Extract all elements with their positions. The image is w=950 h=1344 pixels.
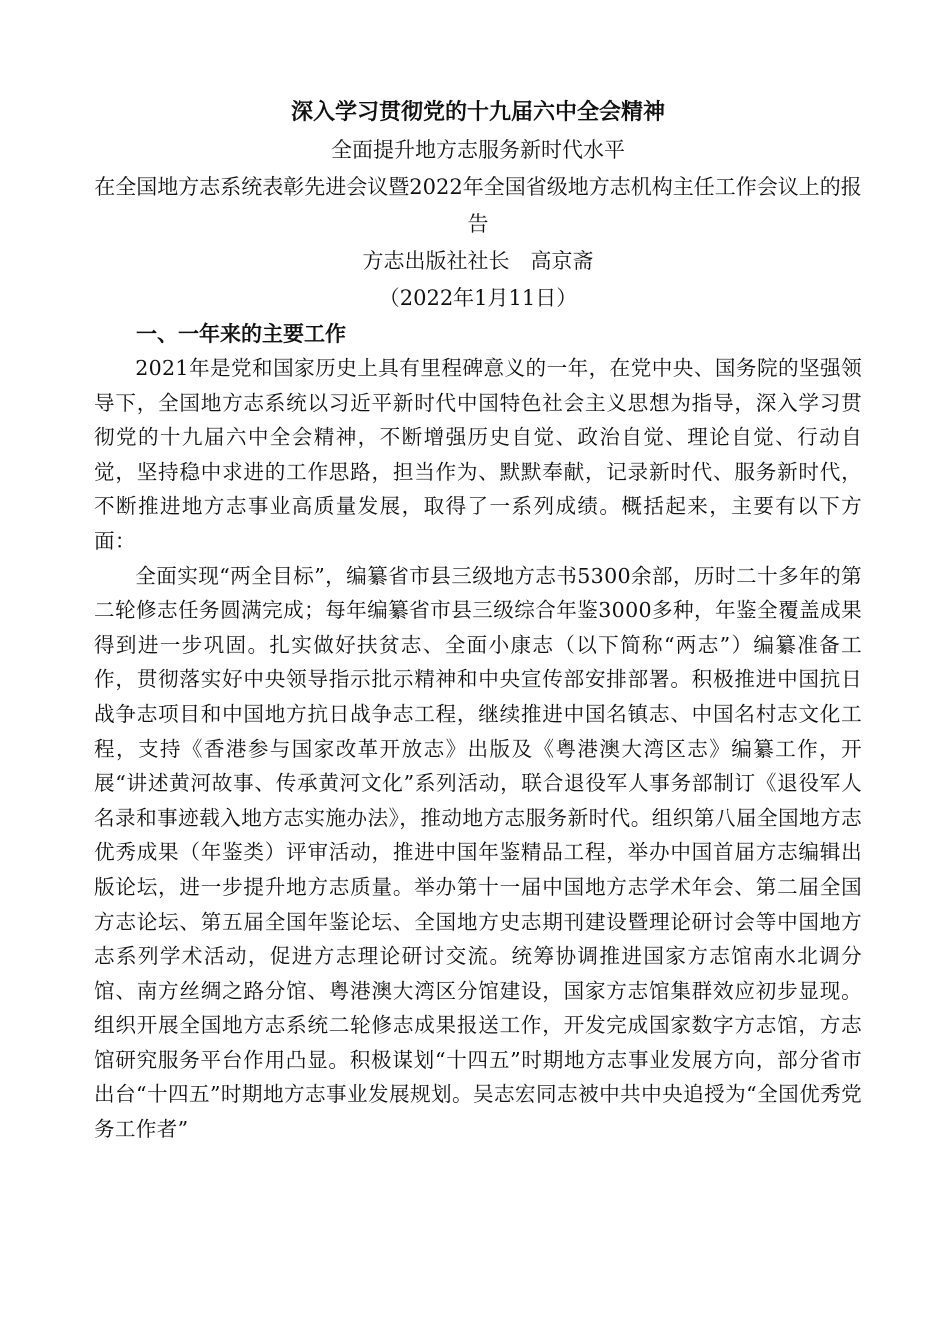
section-heading: 一、一年来的主要工作 — [136, 322, 346, 346]
report-date: （2022年1月11日） — [378, 286, 578, 310]
body-paragraph: 2021年是党和国家历史上具有里程碑意义的一年，在党中央、国务院的坚强领导下，全国地方志系统以习近平新时代中国特色社会主义思想为指导，深入学习贯彻党的十九届六中全会精神，不断增强历史自觉、政治自觉、理论自觉、行动自觉，坚持稳中求进的工作思路，担当作为、默默奉献，记录新时代、服务新时代，不断推进地方志事业高质量发展，取得了一系列成绩。概括起来，主要有以下方面： — [94, 356, 862, 553]
body-paragraph: 全面实现“两全目标”，编纂省市县三级地方志书5300余部，历时二十多年的第二轮修志任务圆满完成；每年编纂省市县三级综合年鉴3000多种，年鉴全覆盖成果得到进一步巩固。扎实做好扶贫志、全面小康志（以下简称“两志”）编纂准备工作，贯彻落实好中央领导指示批示精神和中央宣传部安排部署。积极推进中国抗日战争志项目和中国地方抗日战争志工程，继续推进中国名镇志、中国名村志文化工程，支持《香港参与国家改革开放志》出版及《粤港澳大湾区志》编纂工作，开展“讲述黄河故事、传承黄河文化”系列活动，联合退役军人事务部制订《退役军人名录和事迹载入地方志实施办法》，推动地方志服务新时代。组织第八届全国地方志优秀成果（年鉴类）评审活动，推进中国年鉴精品工程，举办中国首届方志编辑出版论坛，进一步提升地方志质量。举办第十一届中国地方志学术年会、第二届全国方志论坛、第五届全国年鉴论坛、全国地方史志期刊建设暨理论研讨会等中国地方志系列学术活动，促进方志理论研讨交流。统筹协调推进国家方志馆南水北调分馆、南方丝绸之路分馆、粤港澳大湾区分馆建设，国家方志馆集群效应初步显现。组织开展全国地方志系统二轮修志成果报送工作，开发完成国家数字方志馆，方志馆研究服务平台作用凸显。积极谋划“十四五”时期地方志事业发展方向，部分省市出台“十四五”时期地方志事业发展规划。吴志宏同志被中共中央追授为“全国优秀党务工作者” — [94, 563, 862, 1142]
document-page — [94, 92, 862, 1147]
document-subtitle: 全面提升地方志服务新时代水平 — [331, 138, 625, 162]
author-line: 方志出版社社长 高京斋 — [362, 249, 594, 273]
document-title: 深入学习贯彻党的十九届六中全会精神 — [290, 99, 665, 125]
report-occasion: 在全国地方志系统表彰先进会议暨2022年全国省级地方志机构主任工作会议上的报告 — [94, 175, 862, 236]
